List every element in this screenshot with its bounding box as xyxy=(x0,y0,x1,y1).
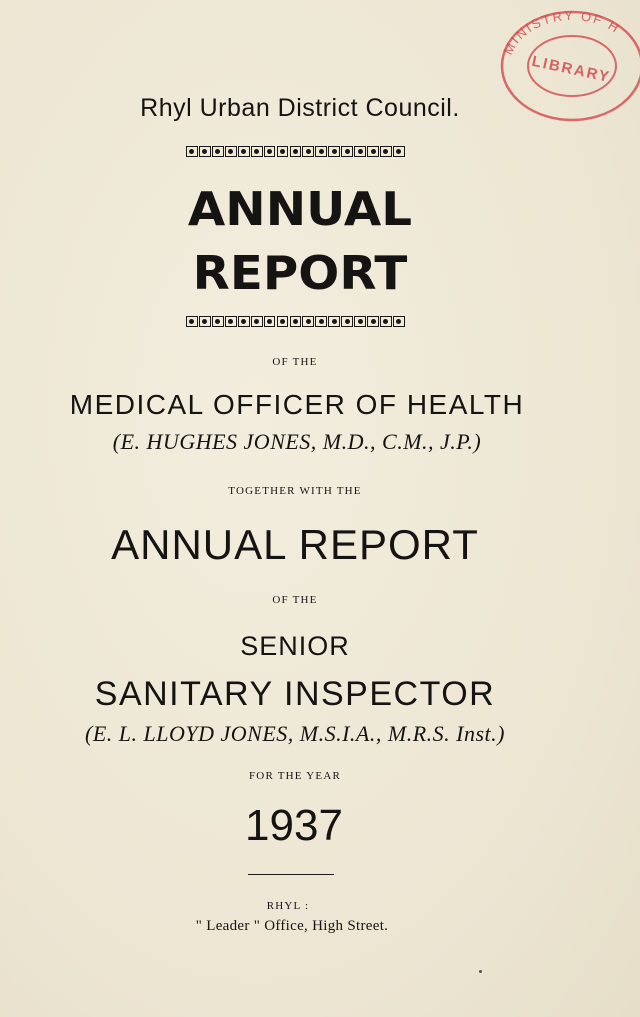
ornament-cell xyxy=(251,146,263,157)
ornamental-border-bottom xyxy=(186,316,406,329)
ornament-cell xyxy=(393,316,405,327)
ornament-cell xyxy=(186,146,198,157)
ornament-cell xyxy=(290,316,302,327)
title-report: REPORT xyxy=(192,246,408,300)
ornament-cell xyxy=(264,146,276,157)
publication-place: RHYL : xyxy=(266,900,310,912)
ornamental-border-top xyxy=(186,146,406,159)
title-annual: ANNUAL xyxy=(187,182,413,236)
of-the-label-2: OF THE xyxy=(272,594,318,606)
ornament-cell xyxy=(251,316,263,327)
ornament-cell xyxy=(367,316,379,327)
stamp-center-text: LIBRARY xyxy=(530,52,613,87)
svg-text:MINISTRY OF H xyxy=(500,8,623,57)
senior-heading: SENIOR xyxy=(240,631,350,661)
ornament-cell xyxy=(367,146,379,157)
publisher-address: " Leader " Office, High Street. xyxy=(195,918,389,934)
sanitary-inspector-heading: SANITARY INSPECTOR xyxy=(94,675,496,713)
ornament-cell xyxy=(238,146,250,157)
ornament-cell xyxy=(354,316,366,327)
ornament-cell xyxy=(238,316,250,327)
ornament-cell xyxy=(212,146,224,157)
for-the-year-label: FOR THE YEAR xyxy=(248,770,342,782)
ornament-cell xyxy=(225,316,237,327)
ornament-cell xyxy=(341,146,353,157)
ornament-cell xyxy=(264,316,276,327)
ornament-cell xyxy=(380,146,392,157)
report-year: 1937 xyxy=(245,801,343,850)
ornament-cell xyxy=(186,316,198,327)
annual-report-heading: ANNUAL REPORT xyxy=(111,521,479,568)
ornament-cell xyxy=(290,146,302,157)
of-the-label-1: OF THE xyxy=(272,356,318,368)
inspector-name: (E. L. LLOYD JONES, M.S.I.A., M.R.S. Inst.) xyxy=(85,721,505,746)
ornament-cell xyxy=(354,146,366,157)
ornament-cell xyxy=(328,146,340,157)
ornament-cell xyxy=(380,316,392,327)
ornament-cell xyxy=(302,316,314,327)
paper-speck xyxy=(479,970,482,973)
stamp-top-text: MINISTRY OF H xyxy=(500,7,624,58)
divider-rule xyxy=(248,874,334,875)
ornament-cell xyxy=(199,316,211,327)
moh-heading: MEDICAL OFFICER OF HEALTH xyxy=(69,389,525,420)
together-with-label: TOGETHER WITH THE xyxy=(228,485,362,497)
ornament-cell xyxy=(225,146,237,157)
ornament-cell xyxy=(341,316,353,327)
ornament-cell xyxy=(277,146,289,157)
ornament-cell xyxy=(315,146,327,157)
moh-name: (E. HUGHES JONES, M.D., C.M., J.P.) xyxy=(112,429,482,454)
ornament-cell xyxy=(393,146,405,157)
council-name: Rhyl Urban District Council. xyxy=(140,94,460,122)
ornament-cell xyxy=(315,316,327,327)
ornament-cell xyxy=(328,316,340,327)
ornament-cell xyxy=(302,146,314,157)
ornament-cell xyxy=(199,146,211,157)
ornament-cell xyxy=(277,316,289,327)
ornament-cell xyxy=(212,316,224,327)
